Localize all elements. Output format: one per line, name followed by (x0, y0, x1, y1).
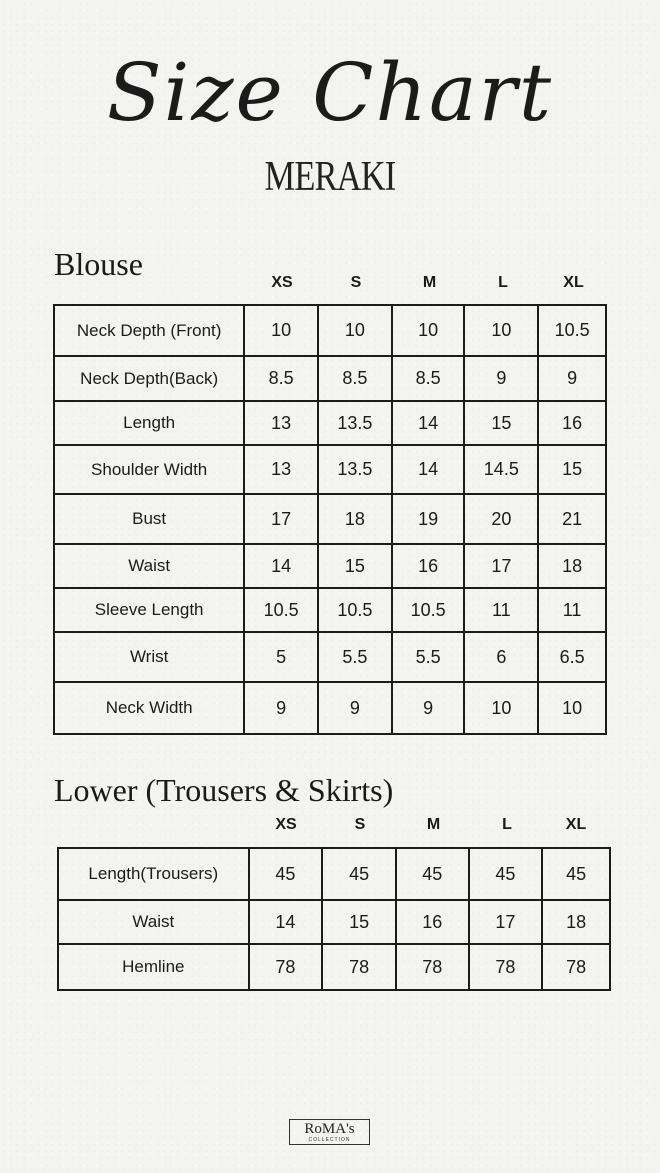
row-label: Wrist (54, 632, 244, 682)
cell-value: 11 (538, 588, 606, 632)
cell-value: 45 (322, 848, 396, 900)
size-header-s: S (354, 816, 366, 833)
lower-section-title: Lower (Trousers & Skirts) (54, 772, 394, 808)
size-header-l: L (502, 816, 512, 833)
row-label: Length(Trousers) (58, 848, 249, 900)
cell-value: 5 (244, 632, 318, 682)
table-row (54, 494, 606, 544)
cell-value: 17 (469, 900, 543, 944)
cell-value: 78 (249, 944, 323, 990)
cell-value: 10.5 (244, 588, 318, 632)
table-row (58, 944, 610, 990)
page-title: Size Chart (106, 46, 554, 139)
size-header-l: L (498, 274, 508, 291)
cell-value: 45 (469, 848, 543, 900)
cell-value: 14 (244, 544, 318, 588)
row-label: Neck Depth(Back) (54, 356, 244, 401)
cell-value: 13.5 (318, 445, 392, 494)
cell-value: 20 (464, 494, 538, 544)
table-row (54, 401, 606, 445)
size-header-m: M (426, 816, 441, 833)
cell-value: 5.5 (318, 632, 392, 682)
cell-value: 45 (249, 848, 323, 900)
cell-value: 16 (538, 401, 606, 445)
size-header-xl: XL (565, 816, 587, 833)
row-label: Waist (54, 544, 244, 588)
row-label: Bust (54, 494, 244, 544)
cell-value: 15 (322, 900, 396, 944)
cell-value: 16 (392, 544, 465, 588)
cell-value: 10.5 (318, 588, 392, 632)
cell-value: 10 (538, 682, 606, 734)
cell-value: 78 (469, 944, 543, 990)
table-row (54, 305, 606, 356)
row-label: Neck Width (54, 682, 244, 734)
cell-value: 9 (464, 356, 538, 401)
cell-value: 21 (538, 494, 606, 544)
cell-value: 45 (542, 848, 610, 900)
cell-value: 8.5 (392, 356, 465, 401)
size-header-xs: XS (271, 274, 293, 291)
table-row (54, 356, 606, 401)
cell-value: 15 (538, 445, 606, 494)
cell-value: 14 (392, 445, 465, 494)
row-label: Neck Depth (Front) (54, 305, 244, 356)
blouse-size-table (53, 304, 607, 735)
table-row (54, 632, 606, 682)
table-row (54, 682, 606, 734)
size-header-xs: XS (275, 816, 297, 833)
cell-value: 78 (542, 944, 610, 990)
cell-value: 45 (396, 848, 469, 900)
brand-logo (289, 1119, 370, 1145)
cell-value: 10.5 (538, 305, 606, 356)
cell-value: 78 (322, 944, 396, 990)
row-label: Waist (58, 900, 249, 944)
cell-value: 14.5 (464, 445, 538, 494)
cell-value: 10 (318, 305, 392, 356)
lower-size-header (249, 816, 608, 834)
cell-value: 14 (392, 401, 465, 445)
cell-value: 15 (464, 401, 538, 445)
cell-value: 10 (464, 305, 538, 356)
table-row (54, 445, 606, 494)
table-row (54, 544, 606, 588)
cell-value: 6 (464, 632, 538, 682)
cell-value: 9 (392, 682, 465, 734)
table-row (58, 848, 610, 900)
lower-size-table (57, 847, 611, 991)
cell-value: 8.5 (318, 356, 392, 401)
cell-value: 10.5 (392, 588, 465, 632)
cell-value: 9 (244, 682, 318, 734)
row-label: Length (54, 401, 244, 445)
row-label: Hemline (58, 944, 249, 990)
cell-value: 78 (396, 944, 469, 990)
cell-value: 18 (542, 900, 610, 944)
cell-value: 13 (244, 445, 318, 494)
cell-value: 11 (464, 588, 538, 632)
blouse-section-title: Blouse (54, 246, 143, 282)
table-row (58, 900, 610, 944)
cell-value: 13.5 (318, 401, 392, 445)
cell-value: 10 (392, 305, 465, 356)
blouse-size-header (245, 274, 607, 292)
row-label: Shoulder Width (54, 445, 244, 494)
size-header-m: M (422, 274, 437, 291)
table-row (54, 588, 606, 632)
cell-value: 5.5 (392, 632, 465, 682)
cell-value: 13 (244, 401, 318, 445)
cell-value: 9 (318, 682, 392, 734)
logo-name: RoMA's (304, 1121, 355, 1137)
cell-value: 16 (396, 900, 469, 944)
cell-value: 10 (244, 305, 318, 356)
cell-value: 17 (244, 494, 318, 544)
size-header-xl: XL (563, 274, 584, 291)
cell-value: 17 (464, 544, 538, 588)
cell-value: 19 (392, 494, 465, 544)
cell-value: 14 (249, 900, 323, 944)
size-header-s: S (350, 274, 362, 291)
logo-subtitle: COLLECTION (308, 1137, 351, 1143)
cell-value: 18 (318, 494, 392, 544)
cell-value: 15 (318, 544, 392, 588)
cell-value: 8.5 (244, 356, 318, 401)
cell-value: 10 (464, 682, 538, 734)
cell-value: 9 (538, 356, 606, 401)
brand-name: MERAKI (264, 154, 396, 200)
cell-value: 18 (538, 544, 606, 588)
row-label: Sleeve Length (54, 588, 244, 632)
cell-value: 6.5 (538, 632, 606, 682)
